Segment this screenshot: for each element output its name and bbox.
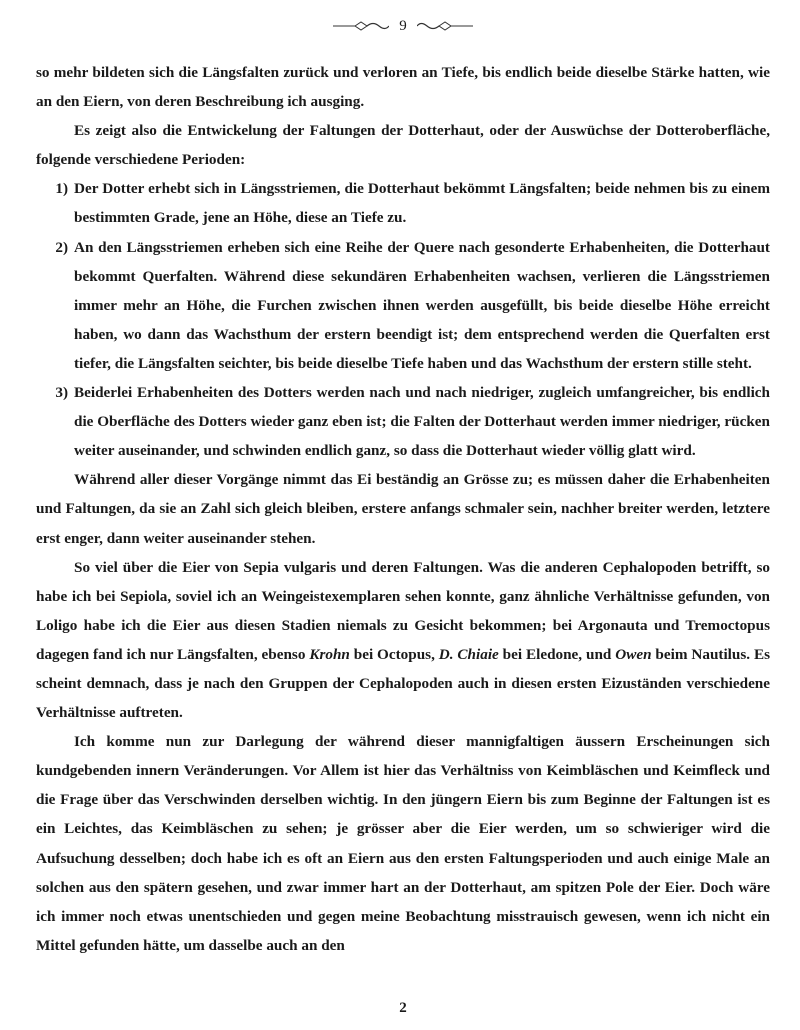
author-name: Krohn — [309, 645, 350, 663]
signature-mark: 2 — [399, 1000, 407, 1016]
list-number: 1) — [55, 180, 68, 198]
paragraph: so mehr bildeten sich die Längsfalten zurück und verloren an Tiefe, bis endlich beide dieselbe Stärke hatten, wie an den Eiern, von deren Beschreibung ich ausging. — [36, 64, 770, 111]
paragraph: Es zeigt also die Entwickelung der Faltungen der Dotterhaut, oder der Auswüchse der Dotteroberfläche, folgende verschiedene Perioden: — [36, 122, 770, 169]
list-text: An den Längsstriemen erheben sich eine Reihe der Quere nach gesonderte Erhabenheiten, die Dotterhaut bekommt Querfalten. Während diese sekundären Erhabenheiten wachsen, verlieren die Längsstriemen immer mehr an Höhe, die Furchen zwischen ihnen werden ausgefüllt, bis beide dieselbe Höhe erreicht haben, wo dann das Wachsthum der erstern beendigt ist; dem entsprechend werden die Querfalten erst tiefer, die Längsfalten seichter, bis beide dieselbe Tiefe haben und das Wachsthum der erstern stille steht. — [74, 238, 770, 372]
body-text — [36, 58, 770, 960]
list-text: Der Dotter erhebt sich in Längsstriemen, die Dotterhaut bekömmt Längsfalten; beide nehmen bis zu einem bestimmten Grade, jene an Höhe, diese an Tiefe zu. — [74, 180, 770, 227]
text-run: bei Eledone, und — [498, 645, 616, 663]
list-text: Beiderlei Erhabenheiten des Dotters werden nach und nach niedriger, zugleich umfangreicher, bis endlich die Oberfläche des Dotters wieder ganz eben ist; die Falten der Dotterhaut werden immer niedriger, rücken weiter auseinander, und schwinden endlich ganz, so dass die Dotterhaut wieder völlig glatt wird. — [74, 384, 770, 460]
text-run: bei Octopus, — [349, 645, 439, 663]
list-number: 3) — [55, 384, 68, 402]
list-item — [36, 233, 770, 378]
text-run: beim Nautilus. Es scheint demnach, dass je nach den Gruppen der Cephalopoden auch in diesen ersten Eizuständen verschiedene Verhältnisse auftreten. — [36, 645, 770, 722]
paragraph — [36, 553, 770, 728]
paragraph: Ich komme nun zur Darlegung der während dieser mannigfaltigen äussern Erscheinungen sich kundgebenden innern Veränderungen. Vor Allem ist hier das Verhältniss von Keimbläschen und Keimfleck und die Frage über das Verschwinden derselben wichtig. In den jüngern Eiern bis zum Beginne der Faltungen ist es ein Leichtes, das Keimbläschen zu sehen; je grösser aber die Eier werden, um so schwieriger wird die Aufsuchung desselben; doch habe ich es oft an Eiern aus den ersten Faltungsperioden und auch einige Male an solchen aus den spätern gesehen, und zwar immer hart an der Dotterhaut, am spitzen Pole der Eier. Doch wäre ich immer noch etwas unentschieden und gegen meine Beobachtung misstrauisch gewesen, wenn ich nicht ein Mittel gefunden hätte, um dasselbe auch an den — [36, 733, 770, 954]
list-item — [36, 378, 770, 465]
text-run: So viel über die Eier von Sepia vulgaris und deren Faltungen. Was die anderen Cephalopoden betrifft, so habe ich bei Sepiola, soviel ich an Weingeistexemplaren sehen konnte, ganz ähnliche Verhältnisse gefunden, von Loligo habe ich die Eier aus diesen Stadien niemals zu Gesicht bekommen; bei Argonauta und Tremoctopus dagegen fand ich nur Längsfalten, ebenso — [36, 558, 770, 663]
paragraph: Während aller dieser Vorgänge nimmt das Ei beständig an Grösse zu; es müssen daher die Erhabenheiten und Faltungen, da sie an Zahl sich gleich bleiben, erstere anfangs schmaler sein, nachher breiter werden, letztere erst enger, dann weiter auseinander stehen. — [36, 471, 770, 547]
book-page — [36, 0, 770, 1030]
left-ornament-icon — [333, 21, 389, 31]
page-number: 9 — [399, 17, 407, 34]
right-ornament-icon — [417, 21, 473, 31]
list-item — [36, 174, 770, 232]
list-number: 2) — [55, 238, 68, 256]
author-name: Owen — [615, 645, 652, 663]
author-name: D. Chiaie — [438, 645, 499, 663]
page-header — [36, 14, 770, 38]
